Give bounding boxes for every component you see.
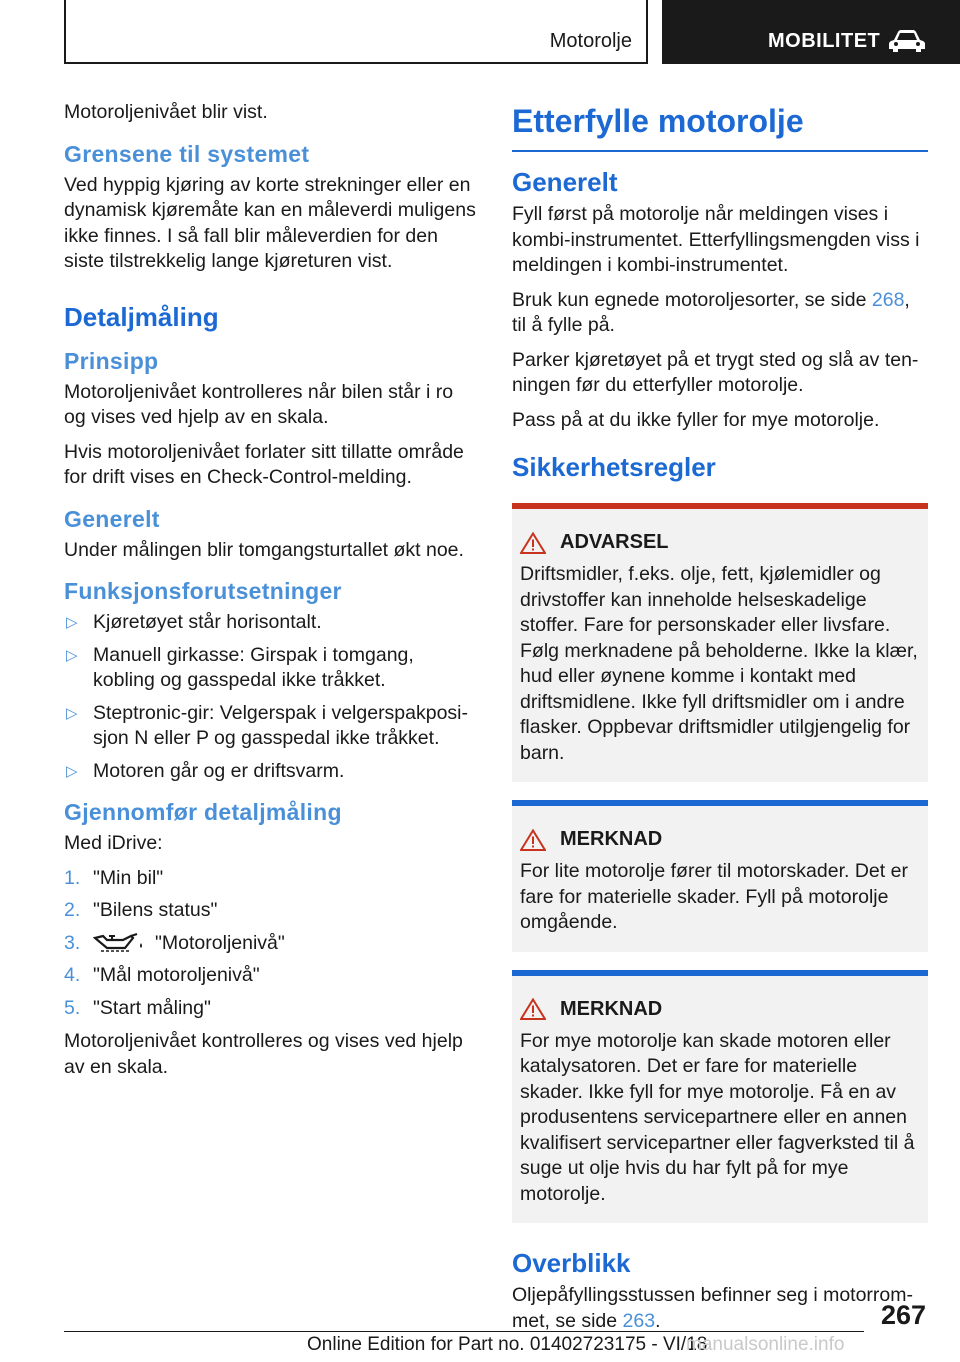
- limits-text: Ved hyppig kjøring av korte strekninger eller en dynamisk kjøremåte kan en måleverdi muligens ikke finnes. I så fall blir måleverdien for den siste tilstrekkelig lange kjøreturen vist.: [64, 173, 476, 272]
- warning-triangle-icon: [520, 998, 546, 1020]
- note1-text: For lite motorolje fører til motorskader. Det er fare for materielle skader. Fyll på motorolje omgående.: [520, 860, 908, 933]
- overview-text: Oljepåfyllingsstussen befinner seg i motorrommet, se side 263.: [512, 1284, 914, 1332]
- intro-text: Motoroljenivået blir vist.: [64, 101, 268, 123]
- note2-title: MERKNAD: [560, 997, 663, 1020]
- perform-intro: Med iDrive:: [64, 832, 163, 854]
- list-item: ▷ Kjøretøyet står horisontalt.: [64, 610, 480, 636]
- page-number: 267: [880, 1300, 926, 1330]
- steps-list: [64, 866, 480, 1022]
- warning-box: [512, 503, 928, 782]
- warning-title: ADVARSEL: [560, 531, 669, 553]
- detail-heading: Detaljmåling: [64, 301, 219, 332]
- prereq-heading: Funksjonsforutsetninger: [64, 578, 342, 604]
- page-link-268[interactable]: 268: [871, 288, 905, 311]
- outro-text: Motoroljenivået kontrolleres og vises ved hjelp av en skala.: [64, 1030, 463, 1078]
- note1-title: MERKNAD: [560, 828, 663, 850]
- overview-heading: Overblikk: [512, 1248, 631, 1278]
- footer-divider: [64, 1331, 864, 1332]
- principle-heading: Prinsipp: [64, 347, 159, 374]
- right-general-heading: Generelt: [512, 167, 618, 197]
- list-item: 1. "Min bil": [64, 866, 164, 889]
- principle-p2: Hvis motoroljenivået forlater sitt tillatte område for drift vises en Check-Control-melding.: [64, 440, 464, 488]
- right-general-p1: Fyll først på motorolje når meldingen vises i kombi-instrumentet. Etterfyllingsmengden viss i meldingen i kombi-instrumentet.: [512, 203, 920, 276]
- list-item: 4. "Mål motoroljenivå": [64, 964, 260, 986]
- header-section-tab: [64, 0, 648, 64]
- header-chapter-title: MOBILITET: [768, 30, 881, 52]
- right-column: [512, 100, 928, 1343]
- limits-heading: Grensene til systemet: [64, 140, 310, 167]
- header-chapter-tab: [662, 0, 960, 64]
- list-item: ▷ Motoren går og er driftsvarm.: [64, 759, 480, 785]
- prereq-list: [64, 610, 480, 784]
- list-item: 3. "Motoroljenivå": [64, 931, 285, 954]
- right-general-p3: Parker kjøretøyet på et trygt sted og slå av tenningen før du etterfyller motorolje.: [512, 348, 919, 396]
- general-text: Under målingen blir tomgangsturtallet økt noe.: [64, 538, 464, 561]
- header-section-title: Motorolje: [549, 30, 632, 52]
- safety-heading: Sikkerhetsregler: [512, 452, 716, 482]
- triangle-bullet-icon: ▷: [66, 704, 78, 722]
- oil-level-icon: [93, 932, 149, 952]
- triangle-bullet-icon: ▷: [66, 762, 78, 780]
- general-heading: Generelt: [64, 505, 160, 532]
- page-link-263[interactable]: 263: [622, 1309, 656, 1332]
- footer-edition: Online Edition for Part no. 01402723175 - VI/18: [307, 1334, 708, 1355]
- warning-triangle-icon: [520, 829, 546, 851]
- right-general-p2: Bruk kun egnede motoroljesorter, se side 268, til å fylle på.: [512, 288, 910, 336]
- page-title: Etterfylle motorolje: [512, 102, 928, 152]
- car-icon: [888, 28, 926, 54]
- left-column: [64, 100, 480, 1089]
- list-item: 5. "Start måling": [64, 996, 211, 1019]
- list-item: ▷ Steptronic-gir: Velgerspak i velgerspakposisjon N eller P og gasspedal ikke tråkket.: [66, 701, 469, 749]
- note2-text: For mye motorolje kan skade motoren eller katalysatoren. Det er fare for materielle skader. Ikke fyll for mye motorolje. Få en av produsentens servicepartnere eller en annen kvalifisert servicepartner eller fagverksted til å suge ut olje hvis du har fylt på for mye motorolje.: [520, 1029, 915, 1205]
- note-box-1: [512, 800, 928, 952]
- warning-text: Driftsmidler, f.eks. olje, fett, kjølemidler og drivstoffer kan inneholde helseskadelige stoffer. Fare for personskader eller livsfare. Følg merknadene på beholderne. Ikke la klær, hud eller øynene komme i kontakt med driftsmidlene. Ikke fyll driftsmidler om i andre flasker. Oppbevar driftsmidler utilgjengelig for barn.: [520, 563, 918, 764]
- triangle-bullet-icon: ▷: [66, 614, 78, 631]
- note-box-2: [512, 970, 928, 1224]
- principle-p1: Motoroljenivået kontrolleres når bilen står i ro og vises ved hjelp av en skala.: [64, 380, 454, 428]
- warning-triangle-icon: [520, 532, 546, 554]
- list-item: 2. "Bilens status": [64, 899, 218, 921]
- watermark: manualsonline.info: [686, 1334, 845, 1355]
- triangle-bullet-icon: ▷: [66, 646, 78, 664]
- right-general-p4: Pass på at du ikke fyller for mye motorolje.: [512, 408, 880, 431]
- list-item: ▷ Manuell girkasse: Girspak i tomgang, kobling og gasspedal ikke tråkket.: [66, 643, 414, 691]
- perform-heading: Gjennomfør detaljmåling: [64, 799, 342, 825]
